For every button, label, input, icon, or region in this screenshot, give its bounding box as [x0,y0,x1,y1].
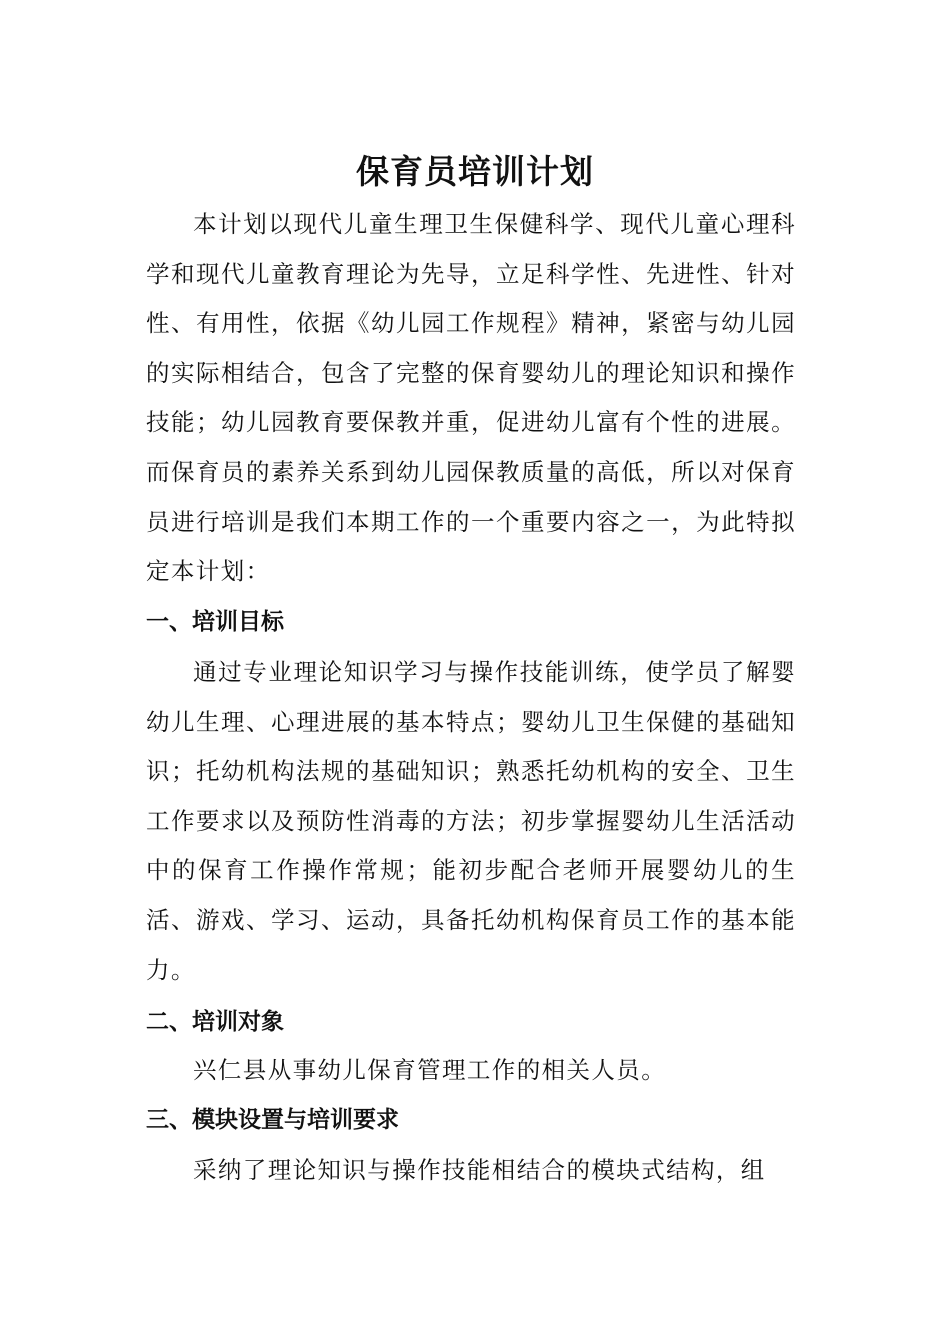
section-heading-training-goals: 一、培训目标 [146,609,284,635]
document-title: 保育员培训计划 [356,152,594,192]
section-paragraph-training-targets: 兴仁县从事幼儿保育管理工作的相关人员。 [193,1056,667,1084]
section-paragraph-training-goals: 通过专业理论知识学习与操作技能训练，使学员了解婴幼儿生理、心理进展的基本特点；婴幼儿卫生保健的基础知识；托幼机构法规的基础知识；熟悉托幼机构的安全、卫生工作要求以及预防性消毒的方法；初步掌握婴幼儿生活活动中的保育工作操作常规；能初步配合老师开展婴幼儿的生活、游戏、学习、运动，具备托幼机构保育员工作的基本能力。 [146,658,796,984]
section-paragraph-module-setup: 采纳了理论知识与操作技能相结合的模块式结构，组 [193,1156,766,1184]
intro-paragraph: 本计划以现代儿童生理卫生保健科学、现代儿童心理科学和现代儿童教育理论为先导，立足科学性、先进性、针对性、有用性，依据《幼儿园工作规程》精神，紧密与幼儿园的实际相结合，包含了完整的保育婴幼儿的理论知识和操作技能；幼儿园教育要保教并重，促进幼儿富有个性的进展。而保育员的素养关系到幼儿园保教质量的高低，所以对保育员进行培训是我们本期工作的一个重要内容之一，为此特拟定本计划： [146,210,796,586]
section-heading-training-targets: 二、培训对象 [146,1009,284,1035]
section-heading-module-setup: 三、模块设置与培训要求 [146,1107,399,1133]
